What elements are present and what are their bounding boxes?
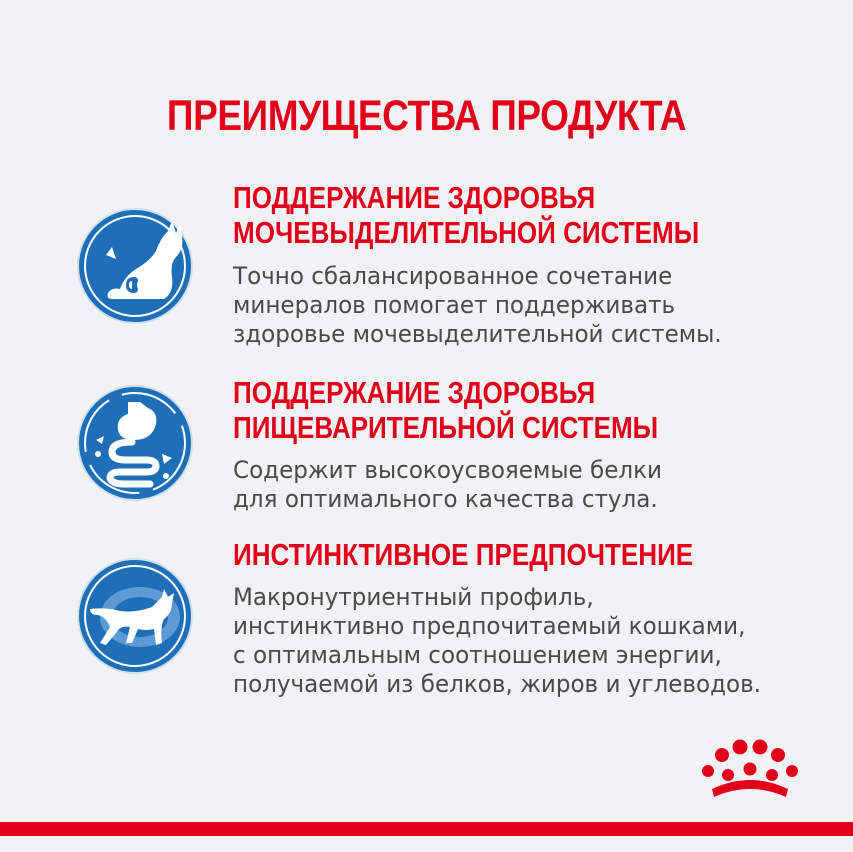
benefit-heading: ИНСТИНКТИВНОЕ ПРЕДПОЧТЕНИЕ — [233, 537, 694, 572]
page-title: ПРЕИМУЩЕСТВА ПРОДУКТА — [166, 92, 687, 140]
cat-bowl-icon — [76, 557, 194, 675]
benefit-description: Содержит высокоусвояемые белки для оптимального качества стула. — [233, 456, 663, 513]
royal-crown-logo — [690, 735, 810, 807]
digestive-system-icon — [76, 384, 194, 502]
benefit-description: Макронутриентный профиль, инстинктивно предпочитаемый кошками, с оптимальным соотношением энергии, получаемой из белков, жиров и углеводов. — [233, 583, 761, 698]
bottom-brand-bar — [0, 822, 853, 836]
cat-kidney-icon — [76, 207, 194, 325]
benefit-heading: ПОДДЕРЖАНИЕ ЗДОРОВЬЯ ПИЩЕВАРИТЕЛЬНОЙ СИСТЕМЫ — [233, 375, 659, 445]
benefit-heading: ПОДДЕРЖАНИЕ ЗДОРОВЬЯ МОЧЕВЫДЕЛИТЕЛЬНОЙ СИСТЕМЫ — [233, 180, 700, 250]
benefit-description: Точно сбалансированное сочетание минералов помогает поддерживать здоровье мочевыделительной системы. — [233, 262, 722, 348]
